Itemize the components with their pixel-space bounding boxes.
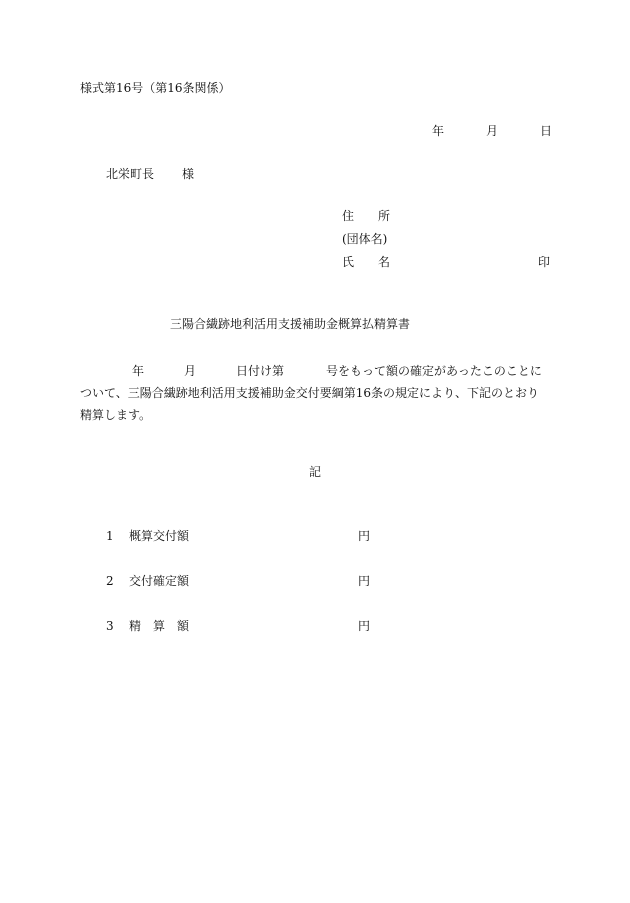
applicant-name-row: [342, 255, 551, 279]
name-label: 氏 名: [342, 255, 391, 269]
ki-heading: 記: [309, 465, 322, 479]
applicant-block: [342, 209, 551, 279]
applicant-organization-row: [342, 233, 390, 256]
seal-mark: 印: [538, 255, 551, 269]
form-number: 様式第16号（第16条関係）: [80, 81, 231, 95]
date-year: 年: [432, 124, 445, 138]
item-label: 概算交付額: [129, 529, 190, 543]
applicant-address-row: [342, 210, 390, 233]
addressee-name: 北栄町長: [106, 167, 155, 181]
body-month: 月: [184, 364, 197, 378]
item-label: 交付確定額: [129, 574, 190, 588]
item-number: 3: [106, 619, 114, 633]
organization-label: (団体名): [342, 232, 388, 246]
body-year: 年: [132, 364, 145, 378]
body-rest: 号をもって額の確定があったこのことについて、三陽合繊跡地利活用支援補助金交付要綱第16条の規定により、下記のとおり精算します。: [80, 364, 542, 422]
address-label: 住 所: [342, 209, 391, 223]
item-number: 2: [106, 574, 114, 588]
item-unit: 円: [358, 574, 371, 588]
item-label: 精 算 額: [129, 619, 190, 633]
document-title: 三陽合繊跡地利活用支援補助金概算払精算書: [170, 317, 411, 331]
date-line: [432, 125, 552, 137]
item-unit: 円: [358, 529, 371, 543]
date-day: 日: [540, 124, 553, 138]
body-paragraph: [80, 360, 550, 426]
body-day-ref: 日付け第: [236, 364, 285, 378]
addressee-honorific: 様: [182, 167, 195, 181]
item-number: 1: [106, 529, 114, 543]
item-unit: 円: [358, 619, 371, 633]
date-month: 月: [486, 124, 499, 138]
addressee: [106, 168, 194, 180]
